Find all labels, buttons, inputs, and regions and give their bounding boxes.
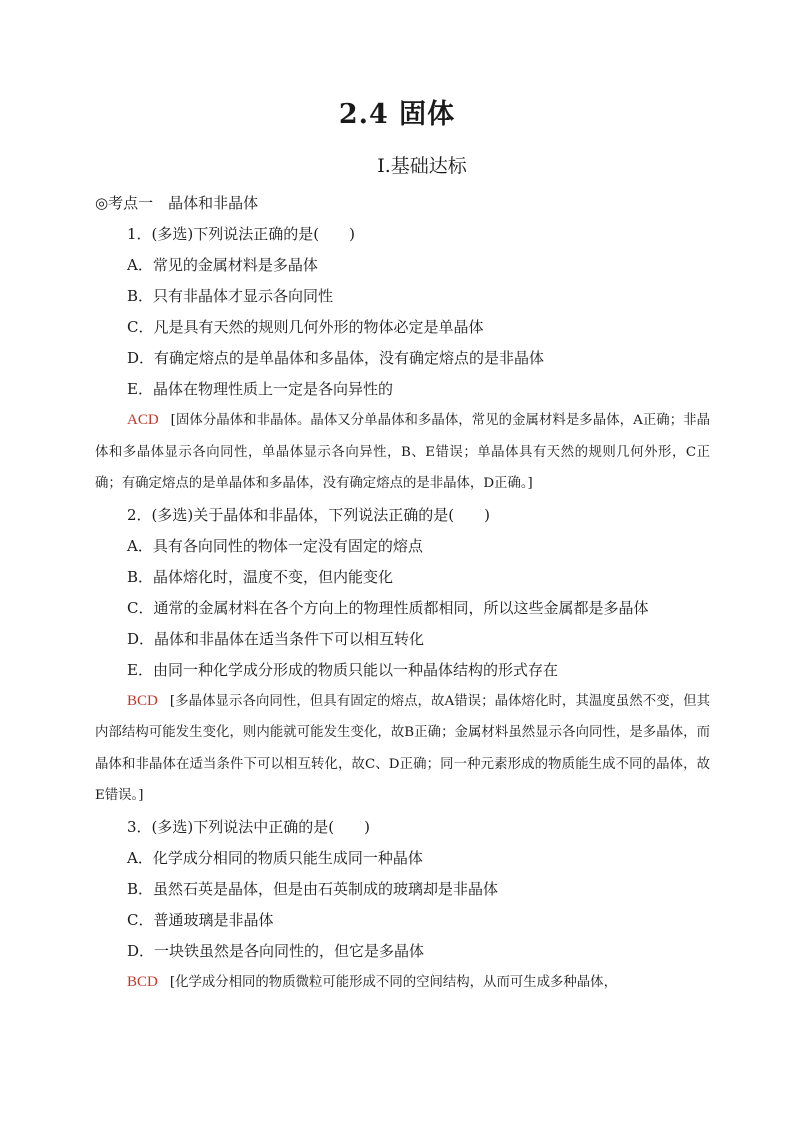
option: C．凡是具有天然的规则几何外形的物体必定是单晶体 [127,318,484,336]
option: E．由同一种化学成分形成的物质只能以一种晶体结构的形式存在 [127,660,558,679]
option: B．只有非晶体才显示各向同性 [127,287,334,305]
option: D．有确定熔点的是单晶体和多晶体，没有确定熔点的是非晶体 [127,349,545,367]
section-heading: Ⅰ.基础达标 [377,155,467,177]
page-title: 2.4 固体 [338,99,456,130]
option: C．普通玻璃是非晶体 [127,910,274,929]
option: C．通常的金属材料在各个方向上的物理性质都相同，所以这些金属都是多晶体 [127,598,649,617]
option: D．晶体和非晶体在适当条件下可以相互转化 [127,629,425,648]
option: A．具有各向同性的物体一定没有固定的熔点 [127,536,423,555]
question-stem: 3．(多选)下列说法中正确的是( ) [127,817,370,836]
option: E．晶体在物理性质上一定是各向异性的 [127,380,393,398]
answer-key: BCD [127,973,158,990]
topic-heading: ◎考点一 晶体和非晶体 [95,194,259,212]
question-3 [95,812,710,999]
question-2 [95,500,710,812]
question-stem: 2．(多选)关于晶体和非晶体，下列说法正确的是( ) [127,505,490,524]
document-body [95,188,710,998]
option: D．一块铁虽然是各向同性的，但它是多晶体 [127,941,425,960]
option: B．虽然石英是晶体，但是由石英制成的玻璃却是非晶体 [127,879,499,898]
answer-explanation [95,405,710,500]
answer-explanation [95,686,710,812]
explanation-text: [多晶体显示各向同性，但具有固定的熔点，故A错误；晶体熔化时，其温度虽然不变，但其内部结构可能发生变化，则内能就可能发生变化，故B正确；金属材料虽然显示各向同性，是多晶体，而晶体和非晶体在适当条件下可以相互转化，故C、D正确；同一种元素形成的物质能生成不同的晶体，故E错误。] [95,693,710,803]
option: B．晶体熔化时，温度不变，但内能变化 [127,567,394,586]
option: A．常见的金属材料是多晶体 [127,256,318,274]
question-1 [95,219,710,500]
answer-explanation [95,967,710,999]
question-stem: 1．(多选)下列说法正确的是( ) [127,225,355,243]
answer-key: ACD [127,412,159,428]
explanation-text: [化学成分相同的物质微粒可能形成不同的空间结构，从而可生成多种晶体， [169,974,617,990]
option: A．化学成分相同的物质只能生成同一种晶体 [127,848,423,867]
explanation-text: [固体分晶体和非晶体。晶体又分单晶体和多晶体，常见的金属材料是多晶体，A正确；非晶体和多晶体显示各向同性，单晶体显示各向异性，B、E错误；单晶体具有天然的规则几何外形，C正确；有确定熔点的是单晶体和多晶体，没有确定熔点的是非晶体，D正确。] [95,413,710,491]
answer-key: BCD [127,692,158,709]
